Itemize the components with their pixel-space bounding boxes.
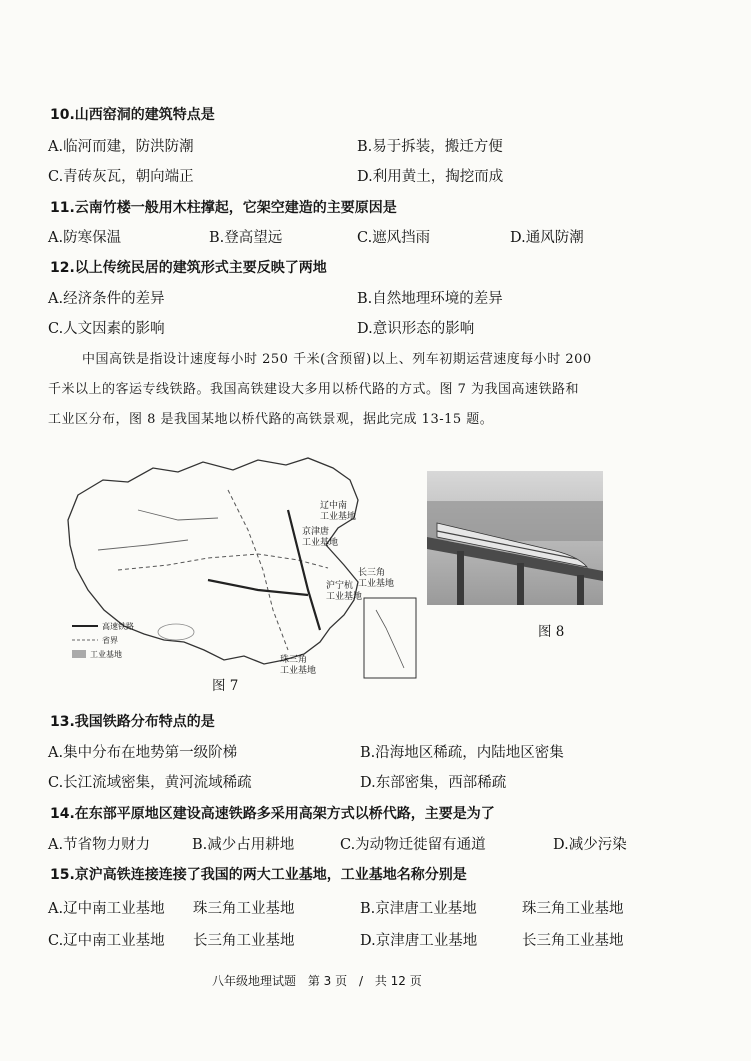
q14-option-b[interactable]: B.减少占用耕地 xyxy=(192,837,295,853)
q15-option-a-second: 珠三角工业基地 xyxy=(193,901,295,917)
passage-line-1: 中国高铁是指设计速度每小时 250 千米(含预留)以上、列车初期运营速度每小时 200 xyxy=(82,352,592,367)
q14-option-c[interactable]: C.为动物迁徙留有通道 xyxy=(340,837,486,853)
q10-stem: 10.山西窑洞的建筑特点是 xyxy=(50,107,215,123)
q10-option-d[interactable]: D.利用黄土，掏挖而成 xyxy=(357,169,504,185)
figure-7-caption: 图 7 xyxy=(212,678,239,694)
footer-page: 第 3 页 xyxy=(307,974,348,988)
q15-option-c-second: 长三角工业基地 xyxy=(193,933,295,949)
q11-stem: 11.云南竹楼一般用木柱撑起，它架空建造的主要原因是 xyxy=(50,200,397,216)
china-railway-map xyxy=(58,450,420,688)
legend-border: 省界 xyxy=(102,636,118,645)
q11-option-b[interactable]: B.登高望远 xyxy=(209,230,283,246)
q14-stem: 14.在东部平原地区建设高速铁路多采用高架方式以桥代路，主要是为了 xyxy=(50,806,495,822)
q15-option-a[interactable]: A.辽中南工业基地 xyxy=(48,901,165,917)
q12-option-b[interactable]: B.自然地理环境的差异 xyxy=(357,291,503,307)
railway-line xyxy=(118,554,328,570)
legend-high-speed: 高速铁路 xyxy=(102,622,134,631)
q13-option-b[interactable]: B.沿海地区稀疏，内陆地区密集 xyxy=(360,745,564,761)
passage-line-2: 千米以上的客运专线铁路。我国高铁建设大多用以桥代路的方式。图 7 为我国高速铁路和 xyxy=(48,382,580,397)
label-huning: 沪宁杭 xyxy=(326,581,354,591)
q12-option-c[interactable]: C.人文因素的影响 xyxy=(48,321,165,337)
q10-option-b[interactable]: B.易于拆装，搬迁方便 xyxy=(357,139,503,155)
label-changsanjiao: 长三角 xyxy=(358,568,386,578)
river-basin xyxy=(158,624,194,640)
label-liaozhongnan: 辽中南 xyxy=(320,501,348,511)
q15-option-b-second: 珠三角工业基地 xyxy=(522,901,624,917)
high-speed-railway xyxy=(208,580,308,595)
q13-option-c[interactable]: C.长江流域密集，黄河流域稀疏 xyxy=(48,775,252,791)
south-sea-inset xyxy=(364,598,416,678)
q14-option-d[interactable]: D.减少污染 xyxy=(553,837,627,853)
province-border xyxy=(138,510,218,520)
q14-option-a[interactable]: A.节省物力财力 xyxy=(48,837,151,853)
footer-subject: 八年级地理试题 xyxy=(212,974,297,988)
footer-total: 共 12 页 xyxy=(374,974,422,988)
passage-line-3: 工业区分布，图 8 是我国某地以桥代路的高铁景观，据此完成 13-15 题。 xyxy=(48,412,494,427)
railway-line xyxy=(228,490,288,650)
svg-text:工业基地: 工业基地 xyxy=(358,579,395,589)
q10-option-c[interactable]: C.青砖灰瓦，朝向端正 xyxy=(48,169,194,185)
svg-text:工业基地: 工业基地 xyxy=(326,592,363,602)
high-speed-train-photo xyxy=(427,471,603,605)
q12-option-a[interactable]: A.经济条件的差异 xyxy=(48,291,165,307)
svg-text:工业基地: 工业基地 xyxy=(320,512,357,522)
q10-option-a[interactable]: A.临河而建，防洪防潮 xyxy=(48,139,194,155)
label-zhusanjiao: 珠三角 xyxy=(280,655,308,665)
q11-option-d[interactable]: D.通风防潮 xyxy=(510,230,584,246)
province-border xyxy=(98,540,188,550)
footer-separator: / xyxy=(358,974,363,988)
label-jingjintang: 京津唐 xyxy=(302,527,330,537)
q15-option-d[interactable]: D.京津唐工业基地 xyxy=(360,933,478,949)
q12-stem: 12.以上传统民居的建筑形式主要反映了两地 xyxy=(50,260,327,276)
q11-option-a[interactable]: A.防寒保温 xyxy=(48,230,122,246)
q13-stem: 13.我国铁路分布特点的是 xyxy=(50,714,215,730)
q15-stem: 15.京沪高铁连接连接了我国的两大工业基地，工业基地名称分别是 xyxy=(50,867,467,883)
legend-industrial-base: 工业基地 xyxy=(90,650,122,659)
figure-8-caption: 图 8 xyxy=(538,624,565,640)
china-outline xyxy=(68,458,358,664)
svg-text:工业基地: 工业基地 xyxy=(302,538,339,548)
q15-option-c[interactable]: C.辽中南工业基地 xyxy=(48,933,165,949)
q11-option-c[interactable]: C.遮风挡雨 xyxy=(357,230,431,246)
svg-text:工业基地: 工业基地 xyxy=(280,666,317,676)
q15-option-b[interactable]: B.京津唐工业基地 xyxy=(360,901,477,917)
q15-option-d-second: 长三角工业基地 xyxy=(522,933,624,949)
q13-option-a[interactable]: A.集中分布在地势第一级阶梯 xyxy=(48,745,238,761)
page-footer xyxy=(212,972,430,989)
q13-option-d[interactable]: D.东部密集，西部稀疏 xyxy=(360,775,507,791)
q12-option-d[interactable]: D.意识形态的影响 xyxy=(357,321,475,337)
